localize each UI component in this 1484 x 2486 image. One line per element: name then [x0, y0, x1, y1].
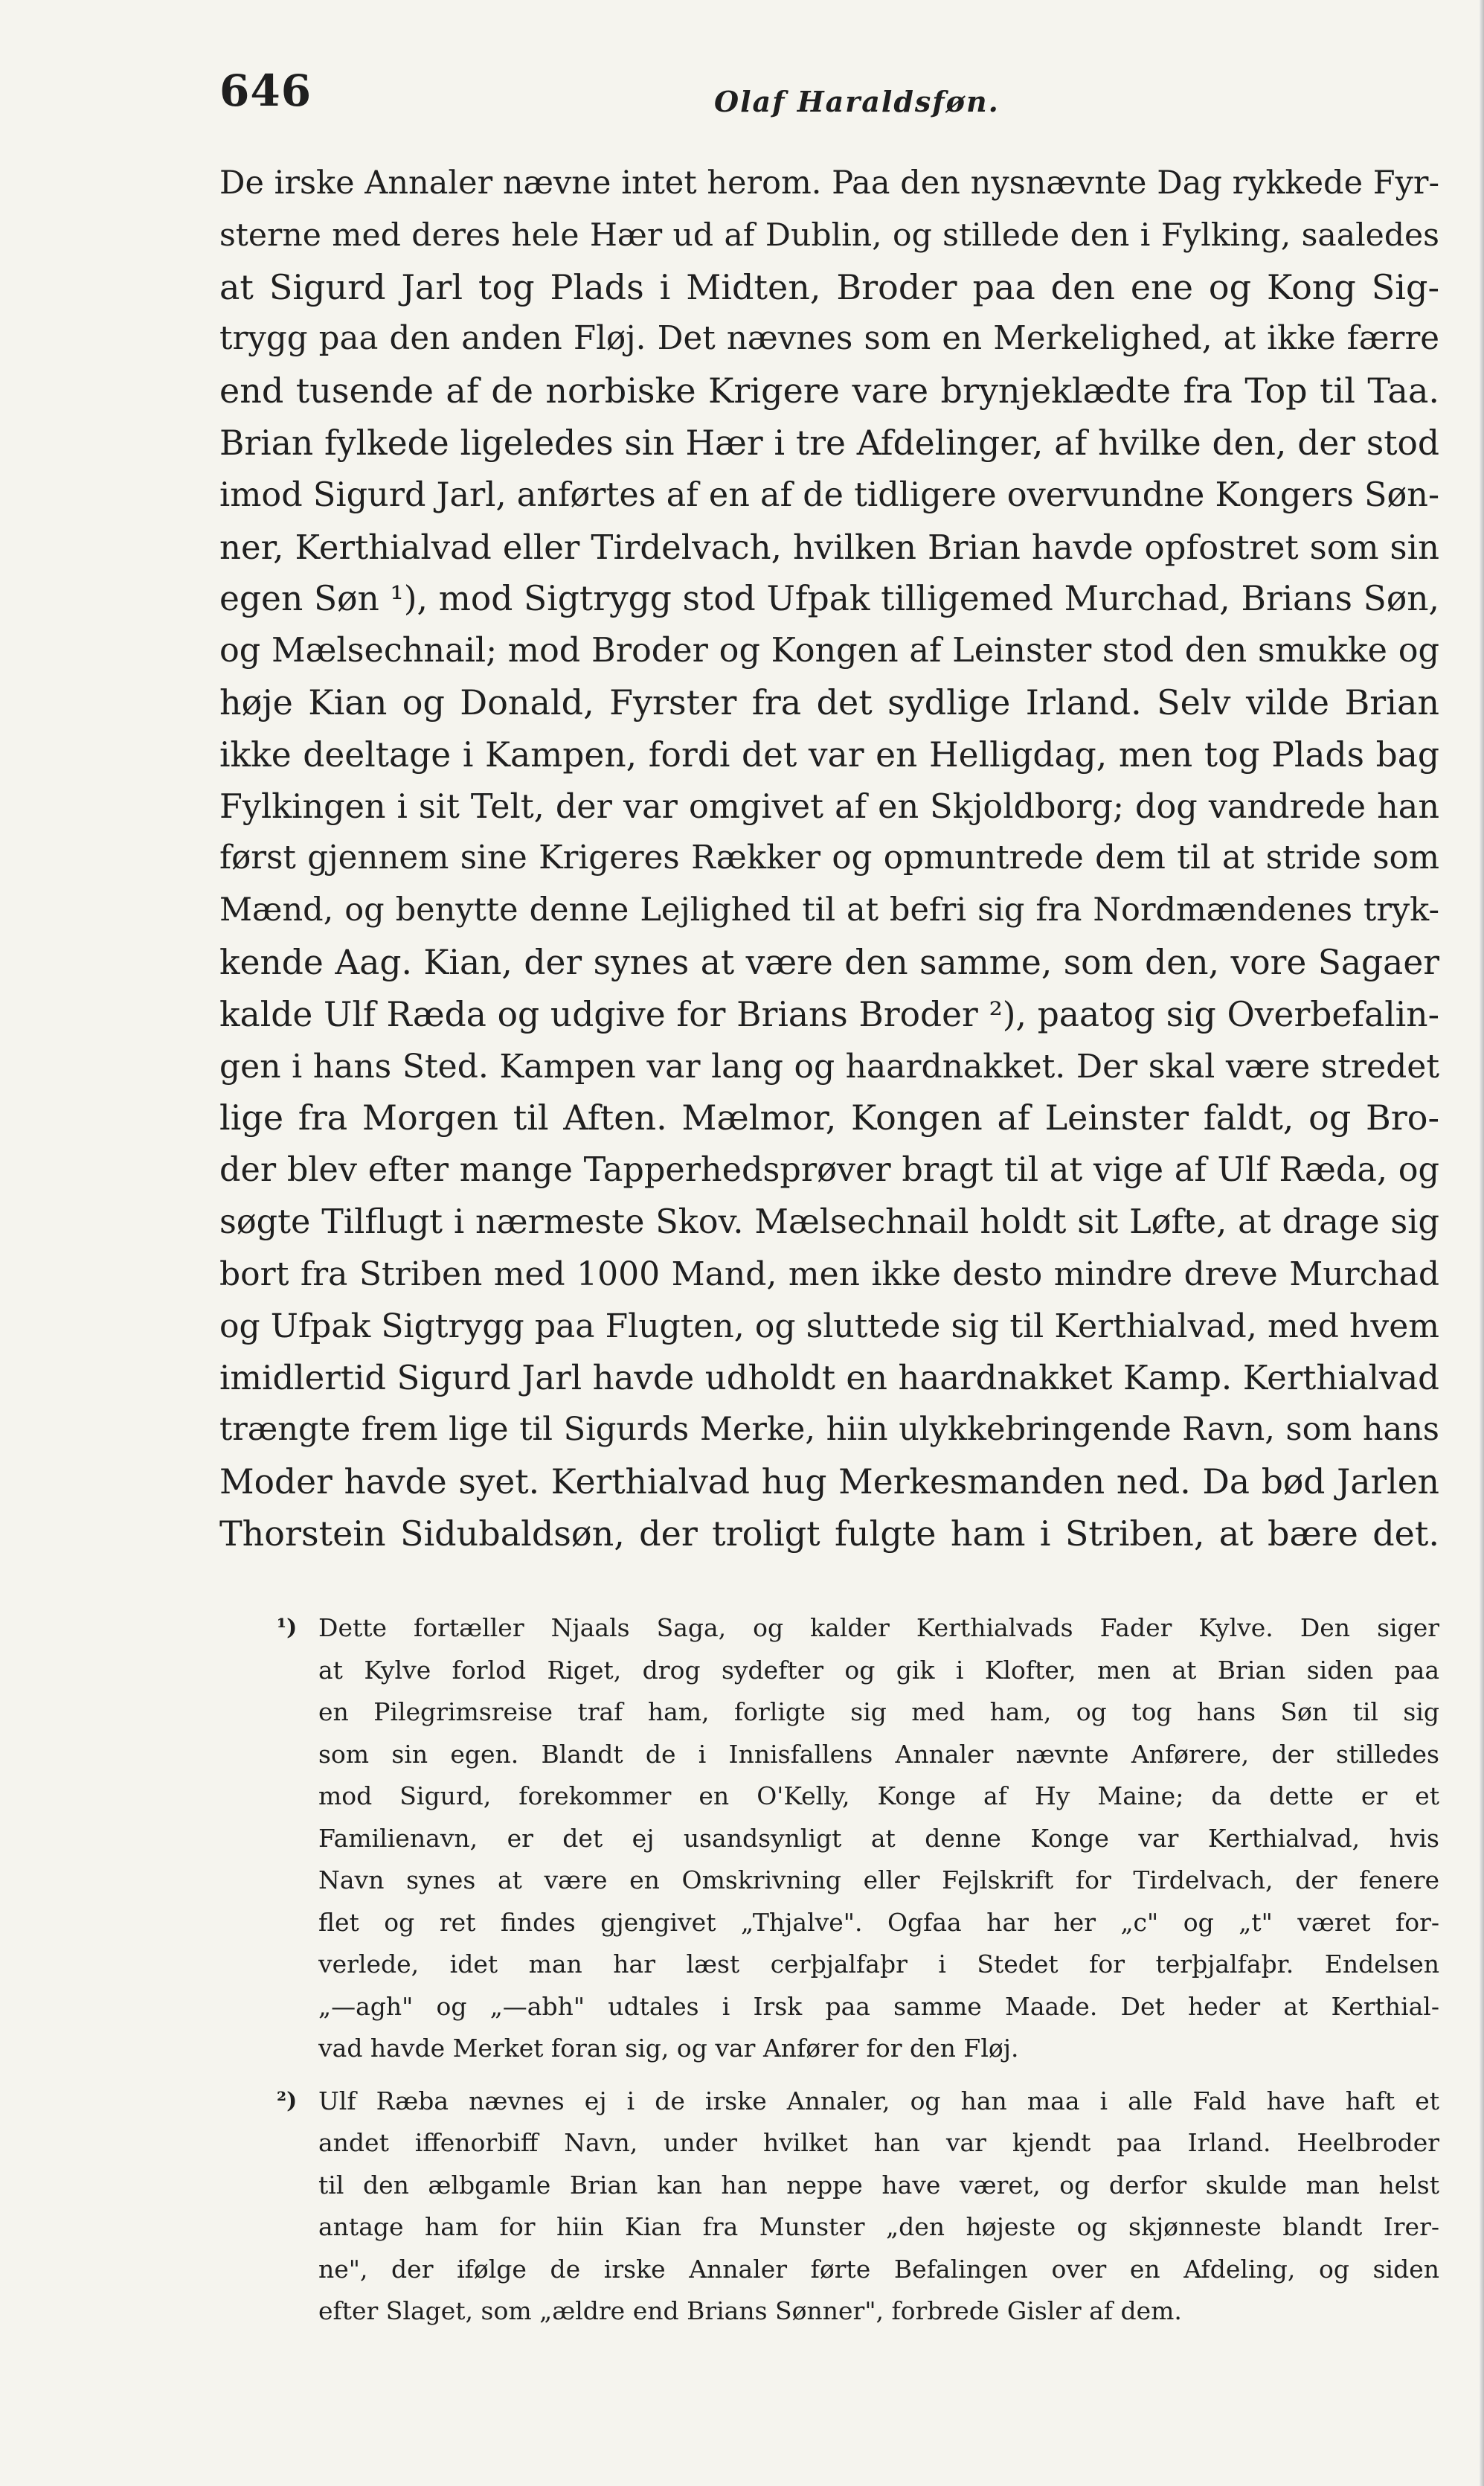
page-header: [219, 65, 1439, 132]
footnote-line: at Kylve forlod Riget, drog sydefter og gik i Klofter, men at Brian siden paa: [318, 1655, 1439, 1685]
footnotes: [219, 1607, 1439, 2343]
footnote-line: andet iffenorbiff Navn, under hvilket han var kjendt paa Irland. Heelbroder: [318, 2128, 1439, 2157]
footnote-line: Navn synes at være en Omskrivning eller Fejlskrift for Tirdelvach, der fenere: [318, 1865, 1439, 1894]
footnote-text: [318, 1607, 1439, 2070]
text-line: Mænd, og benytte denne Lejlighed til at befri sig fra Nordmændenes tryk-: [219, 891, 1439, 929]
text-line: og Ufpak Sigtrygg paa Flugten, og sluttede sig til Kerthialvad, med hvem: [219, 1307, 1439, 1345]
text-line: der blev efter mange Tapperhedsprøver bragt til at vige af Ulf Ræda, og: [219, 1151, 1439, 1190]
footnote-line: antage ham for hiin Kian fra Munster „den højeste og skjønneste blandt Irer-: [318, 2212, 1439, 2241]
footnote-line: mod Sigurd, forekommer en O'Kelly, Konge af Hy Maine; da dette er et: [318, 1781, 1439, 1810]
page-number: 646: [219, 65, 312, 116]
text-line: Brian fylkede ligeledes sin Hær i tre Afdelinger, af hvilke den, der stod: [219, 423, 1439, 463]
footnote-line: ne", der ifølge de irske Annaler førte Befalingen over en Afdeling, og siden: [318, 2254, 1439, 2284]
text-line: De irske Annaler nævne intet herom. Paa den nysnævnte Dag rykkede Fyr-: [219, 164, 1439, 202]
text-line: egen Søn ¹), mod Sigtrygg stod Ufpak tilligemed Murchad, Brians Søn,: [219, 579, 1439, 619]
running-head: Olaf Haraldsføn.: [714, 85, 1000, 118]
text-line: Thorstein Sidubaldsøn, der troligt fulgte ham i Striben, at bære det.: [219, 1513, 1439, 1554]
footnote-line: efter Slaget, som „ældre end Brians Sønner", forbrede Gisler af dem.: [318, 2296, 1182, 2325]
page-edge: [1480, 0, 1484, 2486]
text-line: Fylkingen i sit Telt, der var omgivet af en Skjoldborg; dog vandrede han: [219, 787, 1439, 826]
footnote-line: flet og ret findes gjengivet „Thjalve". Ogfaa har her „c" og „t" været for-: [318, 1907, 1439, 1937]
text-line: end tusende af de norbiske Krigere vare brynjeklædte fra Top til Taa.: [219, 371, 1439, 411]
text-line: lige fra Morgen til Aften. Mælmor, Kongen af Leinster faldt, og Bro-: [219, 1098, 1439, 1138]
text-line: høje Kian og Donald, Fyrster fra det sydlige Irland. Selv vilde Brian: [219, 682, 1439, 723]
footnote-line: „—agh" og „—abh" udtales i Irsk paa samme Maade. Det heder at Kerthial-: [318, 1991, 1439, 2021]
text-line: Moder havde syet. Kerthialvad hug Merkesmanden ned. Da bød Jarlen: [219, 1461, 1439, 1502]
footnote-2: [219, 2080, 1439, 2333]
text-line: kende Aag. Kian, der synes at være den samme, som den, vore Sagaer: [219, 942, 1439, 982]
text-line: at Sigurd Jarl tog Plads i Midten, Broder paa den ene og Kong Sig-: [219, 266, 1439, 307]
text-line: ikke deeltage i Kampen, fordi det var en Helligdag, men tog Plads bag: [219, 734, 1439, 775]
text-line: søgte Tilflugt i nærmeste Skov. Mælsechnail holdt sit Løfte, at drage sig: [219, 1202, 1439, 1241]
footnote-line: til den ælbgamle Brian kan han neppe have været, og derfor skulde man helst: [318, 2170, 1439, 2200]
main-text: [219, 158, 1439, 1560]
footnote-line: Ulf Ræba nævnes ej i de irske Annaler, og han maa i alle Fald have haft et: [318, 2086, 1439, 2115]
text-line: kalde Ulf Ræda og udgive for Brians Broder ²), paatog sig Overbefalin-: [219, 994, 1439, 1034]
text-line: imod Sigurd Jarl, anførtes af en af de tidligere overvundne Kongers Søn-: [219, 475, 1439, 514]
text-line: først gjennem sine Krigeres Rækker og opmuntrede dem til at stride som: [219, 839, 1439, 877]
footnote-line: som sin egen. Blandt de i Innisfallens Annaler nævnte Anførere, der stilledes: [318, 1739, 1439, 1769]
text-line: imidlertid Sigurd Jarl havde udholdt en haardnakket Kamp. Kerthialvad: [219, 1358, 1439, 1398]
footnote-1: [219, 1607, 1439, 2070]
footnote-line: Familienavn, er det ej usandsynligt at denne Konge var Kerthialvad, hvis: [318, 1823, 1439, 1853]
footnote-line: vad havde Merket foran sig, og var Anfører for den Fløj.: [318, 2034, 1019, 2063]
footnote-marker: ¹): [277, 1615, 298, 1641]
footnote-text: [318, 2080, 1439, 2333]
text-line: ner, Kerthialvad eller Tirdelvach, hvilken Brian havde opfostret som sin: [219, 527, 1439, 567]
text-line: trængte frem lige til Sigurds Merke, hiin ulykkebringende Ravn, som hans: [219, 1411, 1439, 1449]
text-line: gen i hans Sted. Kampen var lang og haardnakket. Der skal være stredet: [219, 1047, 1439, 1086]
footnote-line: en Pilegrimsreise traf ham, forligte sig med ham, og tog hans Søn til sig: [318, 1697, 1439, 1726]
text-line: trygg paa den anden Fløj. Det nævnes som en Merkelighed, at ikke færre: [219, 320, 1439, 358]
footnote-line: verlede, idet man har læst cerþjalfaþr i Stedet for terþjalfaþr. Endelsen: [318, 1950, 1439, 1979]
text-line: bort fra Striben med 1000 Mand, men ikke desto mindre dreve Murchad: [219, 1255, 1439, 1293]
text-line: og Mælsechnail; mod Broder og Kongen af Leinster stod den smukke og: [219, 632, 1439, 670]
footnote-line: Dette fortæller Njaals Saga, og kalder Kerthialvads Fader Kylve. Den siger: [318, 1613, 1439, 1642]
footnote-marker: ²): [277, 2087, 298, 2114]
text-line: sterne med deres hele Hær ud af Dublin, og stillede den i Fylking, saaledes: [219, 217, 1439, 254]
